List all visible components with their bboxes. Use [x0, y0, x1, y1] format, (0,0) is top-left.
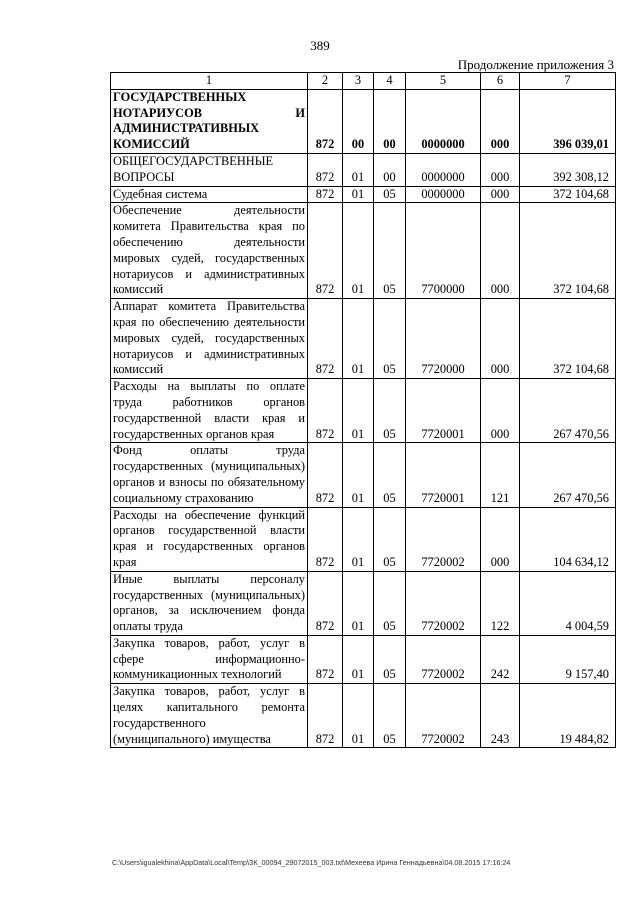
cell-section-code: 01 [343, 684, 374, 748]
column-header: 3 [343, 73, 374, 90]
cell-ministry-code: 872 [308, 635, 343, 683]
cell-target-code: 0000000 [406, 153, 481, 186]
cell-expense-type-code: 000 [481, 299, 520, 379]
cell-amount: 9 157,40 [520, 635, 616, 683]
cell-ministry-code: 872 [308, 203, 343, 299]
cell-amount: 372 104,68 [520, 203, 616, 299]
cell-subsection-code: 05 [374, 299, 406, 379]
cell-target-code: 0000000 [406, 186, 481, 203]
cell-subsection-code: 05 [374, 571, 406, 635]
table-row [111, 379, 616, 443]
cell-section-code: 00 [343, 89, 374, 153]
cell-section-code: 01 [343, 507, 374, 571]
cell-amount: 267 470,56 [520, 443, 616, 507]
table-row [111, 684, 616, 748]
row-name: Закупка товаров, работ, услуг в сфере информационно-коммуникационных технологий [111, 635, 308, 683]
cell-subsection-code: 05 [374, 186, 406, 203]
cell-subsection-code: 05 [374, 203, 406, 299]
table-row [111, 186, 616, 203]
appendix-continuation-label: Продолжение приложения 3 [457, 57, 614, 72]
cell-section-code: 01 [343, 186, 374, 203]
cell-section-code: 01 [343, 571, 374, 635]
row-name: ОБЩЕГОСУДАРСТВЕННЫЕ ВОПРОСЫ [111, 153, 308, 186]
cell-target-code: 7720002 [406, 507, 481, 571]
cell-ministry-code: 872 [308, 153, 343, 186]
cell-ministry-code: 872 [308, 299, 343, 379]
row-name: Фонд оплаты труда государственных (муниципальных) органов и взносы по обязательному социальному страхованию [111, 443, 308, 507]
column-header: 1 [111, 73, 308, 90]
cell-ministry-code: 872 [308, 507, 343, 571]
row-name: Расходы на выплаты по оплате труда работников органов государственной власти края и государственных органов края [111, 379, 308, 443]
row-name: Обеспечение деятельности комитета Правительства края по обеспечению деятельности мировых судей, государственных нотариусов и административных комиссий [111, 203, 308, 299]
cell-amount: 372 104,68 [520, 186, 616, 203]
cell-ministry-code: 872 [308, 379, 343, 443]
cell-ministry-code: 872 [308, 443, 343, 507]
table-row [111, 89, 616, 153]
cell-subsection-code: 05 [374, 379, 406, 443]
cell-target-code: 7720001 [406, 379, 481, 443]
cell-target-code: 7720000 [406, 299, 481, 379]
cell-expense-type-code: 000 [481, 89, 520, 153]
cell-target-code: 0000000 [406, 89, 481, 153]
cell-subsection-code: 00 [374, 153, 406, 186]
cell-expense-type-code: 000 [481, 153, 520, 186]
cell-expense-type-code: 000 [481, 379, 520, 443]
cell-subsection-code: 05 [374, 443, 406, 507]
cell-subsection-code: 05 [374, 635, 406, 683]
cell-expense-type-code: 121 [481, 443, 520, 507]
cell-target-code: 7700000 [406, 203, 481, 299]
column-header: 4 [374, 73, 406, 90]
cell-target-code: 7720002 [406, 571, 481, 635]
table-header-row [111, 73, 616, 90]
table-row [111, 203, 616, 299]
budget-table [110, 72, 616, 748]
cell-expense-type-code: 243 [481, 684, 520, 748]
table-row [111, 153, 616, 186]
cell-expense-type-code: 000 [481, 186, 520, 203]
table-row [111, 571, 616, 635]
table-row [111, 507, 616, 571]
cell-section-code: 01 [343, 379, 374, 443]
cell-section-code: 01 [343, 635, 374, 683]
row-name: Расходы на обеспечение функций органов государственной власти края и государственных органов края [111, 507, 308, 571]
table-row [111, 635, 616, 683]
cell-section-code: 01 [343, 203, 374, 299]
file-path-footer: C:\Users\igualekhina\AppData\Local\Temp\ЗК_00094_29072015_003.txt\Мехеева Ирина Геннадьевна\04.08.2015 17:16:24 [112, 858, 511, 867]
column-header: 6 [481, 73, 520, 90]
cell-amount: 267 470,56 [520, 379, 616, 443]
cell-section-code: 01 [343, 299, 374, 379]
column-header: 5 [406, 73, 481, 90]
table-row [111, 443, 616, 507]
cell-subsection-code: 00 [374, 89, 406, 153]
row-name: Судебная система [111, 186, 308, 203]
cell-ministry-code: 872 [308, 684, 343, 748]
cell-expense-type-code: 000 [481, 507, 520, 571]
row-name: Аппарат комитета Правительства края по обеспечению деятельности мировых судей, государственных нотариусов и административных комиссий [111, 299, 308, 379]
cell-subsection-code: 05 [374, 507, 406, 571]
cell-section-code: 01 [343, 443, 374, 507]
cell-expense-type-code: 000 [481, 203, 520, 299]
column-header: 2 [308, 73, 343, 90]
cell-subsection-code: 05 [374, 684, 406, 748]
cell-target-code: 7720002 [406, 684, 481, 748]
cell-target-code: 7720001 [406, 443, 481, 507]
page-number: 389 [310, 38, 330, 53]
cell-ministry-code: 872 [308, 186, 343, 203]
cell-amount: 392 308,12 [520, 153, 616, 186]
column-header: 7 [520, 73, 616, 90]
cell-amount: 19 484,82 [520, 684, 616, 748]
cell-amount: 4 004,59 [520, 571, 616, 635]
cell-ministry-code: 872 [308, 571, 343, 635]
cell-expense-type-code: 242 [481, 635, 520, 683]
cell-target-code: 7720002 [406, 635, 481, 683]
row-name: ГОСУДАРСТВЕННЫХ НОТАРИУСОВ И АДМИНИСТРАТИВНЫХ КОМИССИЙ [111, 89, 308, 153]
cell-amount: 372 104,68 [520, 299, 616, 379]
row-name: Иные выплаты персоналу государственных (муниципальных) органов, за исключением фонда оплаты труда [111, 571, 308, 635]
cell-ministry-code: 872 [308, 89, 343, 153]
cell-section-code: 01 [343, 153, 374, 186]
table-row [111, 299, 616, 379]
row-name: Закупка товаров, работ, услуг в целях капитального ремонта государственного (муниципального) имущества [111, 684, 308, 748]
cell-expense-type-code: 122 [481, 571, 520, 635]
cell-amount: 104 634,12 [520, 507, 616, 571]
cell-amount: 396 039,01 [520, 89, 616, 153]
